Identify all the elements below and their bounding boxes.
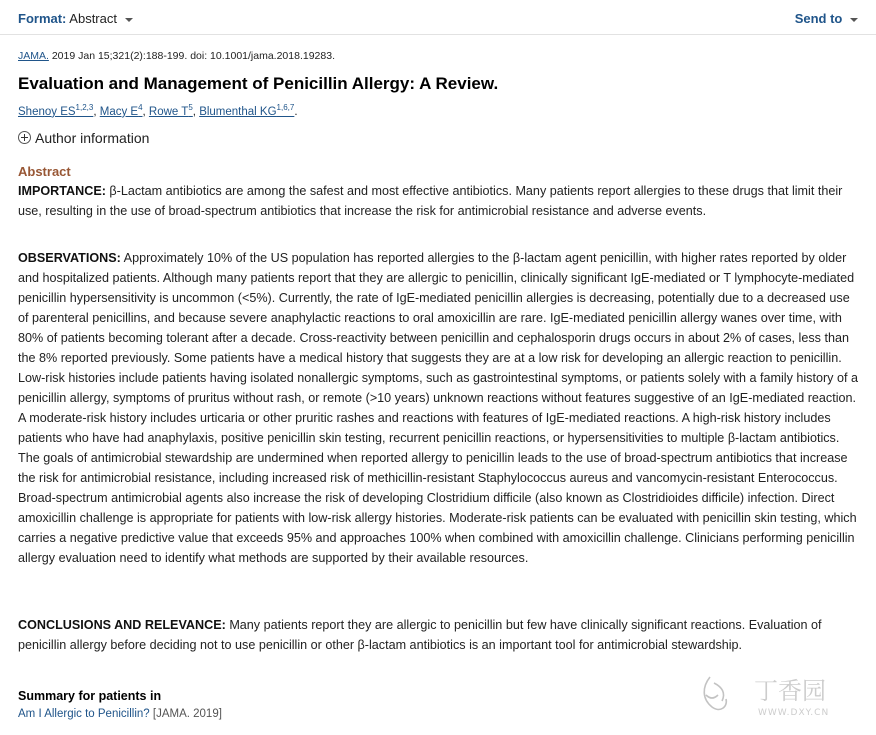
send-to-label: Send to [794,11,843,26]
summary-source: [JAMA. 2019] [152,708,222,720]
conclusions-label: CONCLUSIONS AND RELEVANCE: [18,618,226,632]
author-link[interactable]: Blumenthal KG$^{1,6,7}$ [199,103,295,118]
dxy-watermark-logo [692,669,862,721]
citation-details: 2019 Jan 15;321(2):188-199. doi: 10.1001/jama.2018.19283. [51,50,335,62]
author-list: Shenoy ES$^{1,2,3}$, Macy $E^4$, Rowe $T^5$, Blumenthal KG$^{1,6,7}$. [18,103,298,118]
author-link[interactable]: Shenoy ES$^{1,2,3}$ [18,103,94,118]
author-link[interactable]: Rowe $T^5$ [148,103,193,118]
send-to-button[interactable] [795,11,858,26]
summary-link[interactable]: Am I Allergic to Penicillin? [18,708,150,720]
format-selector[interactable] [18,11,133,26]
journal-link[interactable]: JAMA. [18,50,49,62]
citation [18,50,335,62]
importance-text: β-Lactam antibiotics are among the safest and most effective antibiotics. Many patients report allergies to these drugs that limit their use, resulting in the use of broad-spectrum antibiotics that increase the risk for antimicrobial resistance and adverse events. [18,184,843,218]
observations-label: OBSERVATIONS: [18,251,121,265]
expand-plus-icon [18,131,31,144]
observations-text: Approximately 10% of the US population has reported allergies to the β-lactam agent penicillin, with higher rates reported by older and hospitalized patients. Although many patients report that they are allergic to penicillin, clinically significant IgE-mediated or T lymphocyte-mediated penicillin hypersensitivity is uncommon (<5%). Currently, the rate of IgE-mediated penicillin allergies is decreasing, potentially due to a decreased use of parenteral penicillins, and because severe anaphylactic reactions to oral amoxicillin are rare. IgE-mediated penicillin allergy wanes over time, with 80% of patients becoming tolerant after a decade. Cross-reactivity between penicillin and cephalosporin drugs occurs in about 2% of cases, less than the 8% reported previously. Some patients have a medical history that suggests they are at a low risk for developing an allergic reaction to penicillin. Low-risk histories include patients having isolated nonallergic symptoms, such as gastrointestinal symptoms, or patients solely with a family history of a penicillin allergy, symptoms of pruritus without rash, or remote (>10 years) unknown reactions without features suggestive of an IgE-mediated reaction. A moderate-risk history includes urticaria or other pruritic rashes and reactions with features of IgE-mediated reactions. A high-risk history includes patients who have had anaphylaxis, positive penicillin skin testing, recurrent penicillin reactions, or hypersensitivities to multiple β-lactam antibiotics. The goals of antimicrobial stewardship are undermined when reported allergy to penicillin leads to the use of broad-spectrum antibiotics that increase the risk for antimicrobial resistance, including increased risk of methicillin-resistant Staphylococcus aureus and vancomycin-resistant Enterococcus. Broad-spectrum antimicrobial agents also increase the risk of developing Clostridium difficile (also known as Clostridioides difficile) infection. Direct amoxicillin challenge is appropriate for patients with low-risk allergy histories. Moderate-risk patients can be evaluated with penicillin skin testing, which carries a negative predictive value that exceeds 95% and approaches 100% when combined with amoxicillin challenge. Clinicians performing penicillin allergy evaluation need to identify what methods are supported by their available resources. [18,251,858,565]
abstract-conclusions [18,615,860,655]
importance-label: IMPORTANCE: [18,184,106,198]
chevron-down-icon [850,18,858,22]
format-label: Format: [18,11,67,26]
watermark-url: WWW.DXY.CN [758,708,830,718]
watermark-brand: 丁香园 [754,677,826,705]
author-link[interactable]: Macy $E^4$ [99,103,143,118]
summary-heading: Summary for patients in [18,689,162,703]
chevron-down-icon [125,18,133,22]
abstract-heading: Abstract [18,164,71,179]
abstract-observations [18,248,860,568]
author-information-label: Author information [35,130,150,146]
summary-entry [18,708,222,720]
article-title: Evaluation and Management of Penicillin Allergy: A Review. [18,74,499,93]
author-information-toggle[interactable] [18,130,149,146]
abstract-importance [18,181,860,221]
conclusions-text: Many patients report they are allergic to penicillin but few have clinically significant reactions. Evaluation of penicillin allergy before deciding not to use penicillin or other β-lactam antibiotics is an important tool for antimicrobial stewardship. [18,618,822,652]
toolbar [0,0,876,35]
format-value: Abstract [69,11,117,26]
